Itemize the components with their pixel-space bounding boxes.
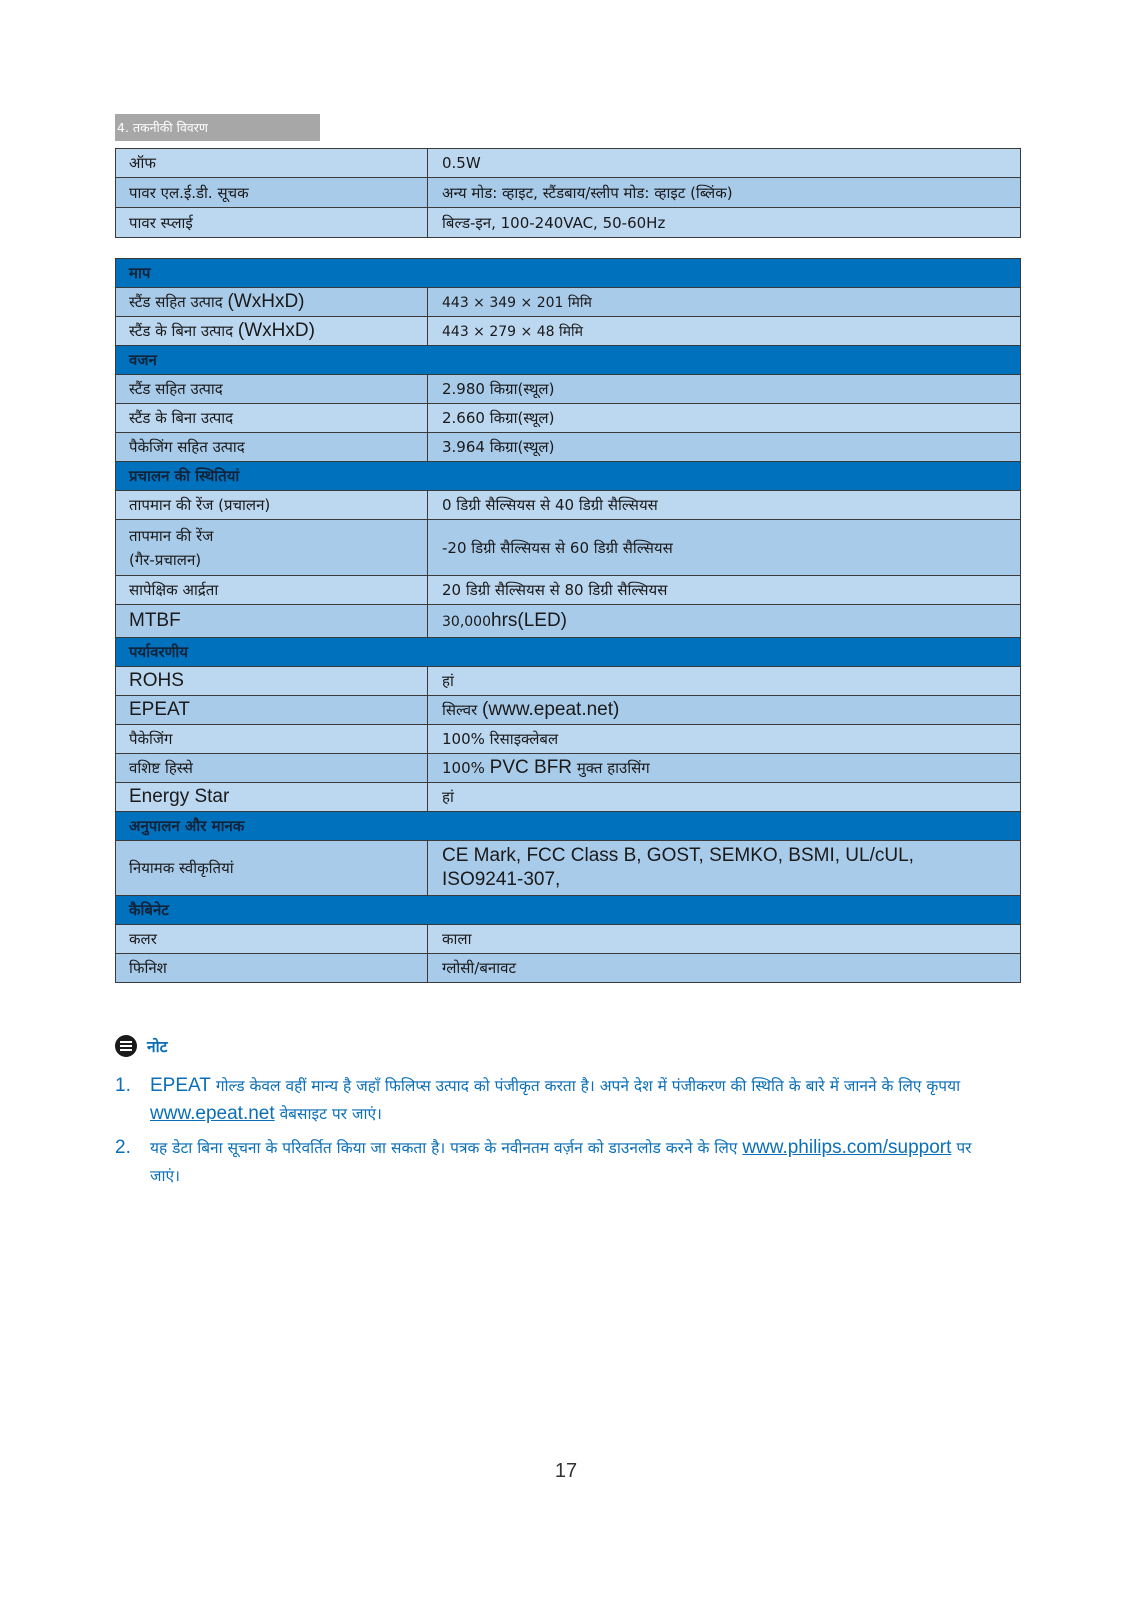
row-value: 443 × 349 × 201 मिमि <box>428 288 1021 317</box>
section-header-environmental <box>116 638 1021 667</box>
table-row <box>116 178 1021 208</box>
row-label: स्टैंड के बिना उत्पाद <box>116 404 428 433</box>
section-header-label: कैबिनेट <box>116 896 1021 925</box>
section-header-label: प्रचालन की स्थितियां <box>116 462 1021 491</box>
row-value: 443 × 279 × 48 मिमि <box>428 317 1021 346</box>
row-value: 2.980 किग्रा(स्थूल) <box>428 375 1021 404</box>
row-label-suffix: (WxHxD) <box>227 291 305 312</box>
row-value: अन्य मोड: व्हाइट, स्टैंडबाय/स्लीप मोड: व्हाइट (ब्लिंक) <box>428 178 1021 208</box>
row-label: पावर एल.ई.डी. सूचक <box>116 178 428 208</box>
list-item-text-end: वेबसाइट पर जाएं। <box>274 1105 382 1123</box>
list-item-lead: EPEAT <box>150 1075 211 1096</box>
epeat-link[interactable]: www.epeat.net <box>150 1103 275 1124</box>
row-value: 3.964 किग्रा(स्थूल) <box>428 433 1021 462</box>
row-value-rest: hrs(LED) <box>491 610 568 631</box>
row-label-suffix: (WxHxD) <box>237 320 315 341</box>
table-row <box>116 576 1021 605</box>
row-value <box>428 754 1021 783</box>
row-value: 100% रिसाइक्लेबल <box>428 725 1021 754</box>
row-label: तापमान की रेंज (प्रचालन) <box>116 491 428 520</box>
table-row <box>116 754 1021 783</box>
row-value: ग्लोसी/बनावट <box>428 954 1021 983</box>
table-row <box>116 491 1021 520</box>
row-label-text: स्टैंड के बिना उत्पाद <box>129 322 234 340</box>
row-label: EPEAT <box>116 696 428 725</box>
row-label: Energy Star <box>116 783 428 812</box>
table-row <box>116 520 1021 576</box>
section-header-dimensions <box>116 259 1021 288</box>
note-header <box>115 1034 995 1058</box>
section-header-label: माप <box>116 259 1021 288</box>
row-value-post: मुक्त हाउसिंग <box>576 759 650 777</box>
table-row <box>116 605 1021 638</box>
row-label: वशिष्ट हिस्से <box>116 754 428 783</box>
row-value: हां <box>428 667 1021 696</box>
row-value: 0 डिग्री सैल्सियस से 40 डिग्री सैल्सियस <box>428 491 1021 520</box>
table-row <box>116 725 1021 754</box>
table-row <box>116 149 1021 178</box>
philips-support-link[interactable]: www.philips.com/support <box>742 1137 952 1158</box>
row-label: पावर स्प्लाई <box>116 208 428 238</box>
row-value: CE Mark, FCC Class B, GOST, SEMKO, BSMI, UL/cUL, ISO9241-307, <box>428 841 1021 896</box>
row-value-num: 30,000 <box>442 614 491 630</box>
section-header-label: अनुपालन और मानक <box>116 812 1021 841</box>
row-value: 20 डिग्री सैल्सियस से 80 डिग्री सैल्सियस <box>428 576 1021 605</box>
row-label: ROHS <box>116 667 428 696</box>
list-item-text: यह डेटा बिना सूचना के परिवर्तित किया जा सकता है। पत्रक के नवीनतम वर्ज़न को डाउनलोड करने के लिए <box>150 1139 743 1157</box>
table-row <box>116 433 1021 462</box>
row-label <box>116 288 428 317</box>
row-value: 0.5W <box>428 149 1021 178</box>
table-row <box>116 375 1021 404</box>
row-value: काला <box>428 925 1021 954</box>
table-row <box>116 925 1021 954</box>
row-label: फिनिश <box>116 954 428 983</box>
section-tab: 4. तकनीकी विवरण <box>115 114 320 141</box>
row-label: ऑफ <box>116 149 428 178</box>
note-list <box>115 1072 995 1190</box>
table-row <box>116 404 1021 433</box>
table-row <box>116 841 1021 896</box>
row-value-latin: PVC BFR <box>489 757 573 778</box>
table-row <box>116 288 1021 317</box>
row-label-line1: तापमान की रेंज <box>129 526 214 545</box>
section-header-compliance <box>116 812 1021 841</box>
table-row <box>116 208 1021 238</box>
table-row <box>116 696 1021 725</box>
row-value <box>428 696 1021 725</box>
section-header-label: वजन <box>116 346 1021 375</box>
note-icon <box>115 1035 137 1057</box>
list-item-text-end: पर जाएं। <box>150 1139 972 1185</box>
section-header-cabinet <box>116 896 1021 925</box>
row-value-latin: (www.epeat.net) <box>482 699 620 720</box>
row-label-line2: (गैर-प्रचालन) <box>129 550 202 569</box>
row-label: सापेक्षिक आर्द्रता <box>116 576 428 605</box>
spec-table <box>115 258 1021 983</box>
list-item-number: 2. <box>115 1137 131 1158</box>
row-value: -20 डिग्री सैल्सियस से 60 डिग्री सैल्सियस <box>428 520 1021 576</box>
row-value-pre: 100% <box>442 759 485 777</box>
row-label: नियामक स्वीकृतियां <box>116 841 428 896</box>
row-value: बिल्ड-इन, 100-240VAC, 50-60Hz <box>428 208 1021 238</box>
section-header-weight <box>116 346 1021 375</box>
section-header-operating <box>116 462 1021 491</box>
row-label: MTBF <box>116 605 428 638</box>
row-value: 2.660 किग्रा(स्थूल) <box>428 404 1021 433</box>
list-item <box>115 1072 995 1128</box>
page-number: 17 <box>554 1460 578 1482</box>
table-row <box>116 783 1021 812</box>
list-item <box>115 1134 995 1190</box>
section-header-label: पर्यावरणीय <box>116 638 1021 667</box>
row-label: स्टैंड सहित उत्पाद <box>116 375 428 404</box>
row-value: हां <box>428 783 1021 812</box>
row-label <box>116 520 428 576</box>
row-value-pre: सिल्वर <box>442 701 478 719</box>
list-item-text: गोल्ड केवल वहीं मान्य है जहाँ फिलिप्स उत्पाद को पंजीकृत करता है। अपने देश में पंजीकरण की स्थिति के बारे में जानने के लिए कृपया <box>210 1077 961 1095</box>
row-label: पैकेजिंग <box>116 725 428 754</box>
row-label <box>116 317 428 346</box>
note-section <box>115 1034 995 1196</box>
power-table <box>115 148 1021 238</box>
table-row <box>116 317 1021 346</box>
table-row <box>116 954 1021 983</box>
row-value <box>428 605 1021 638</box>
note-title: नोट <box>147 1038 168 1056</box>
table-row <box>116 667 1021 696</box>
row-label: पैकेजिंग सहित उत्पाद <box>116 433 428 462</box>
row-label-text: स्टैंड सहित उत्पाद <box>129 293 223 311</box>
row-label: कलर <box>116 925 428 954</box>
list-item-number: 1. <box>115 1075 131 1096</box>
